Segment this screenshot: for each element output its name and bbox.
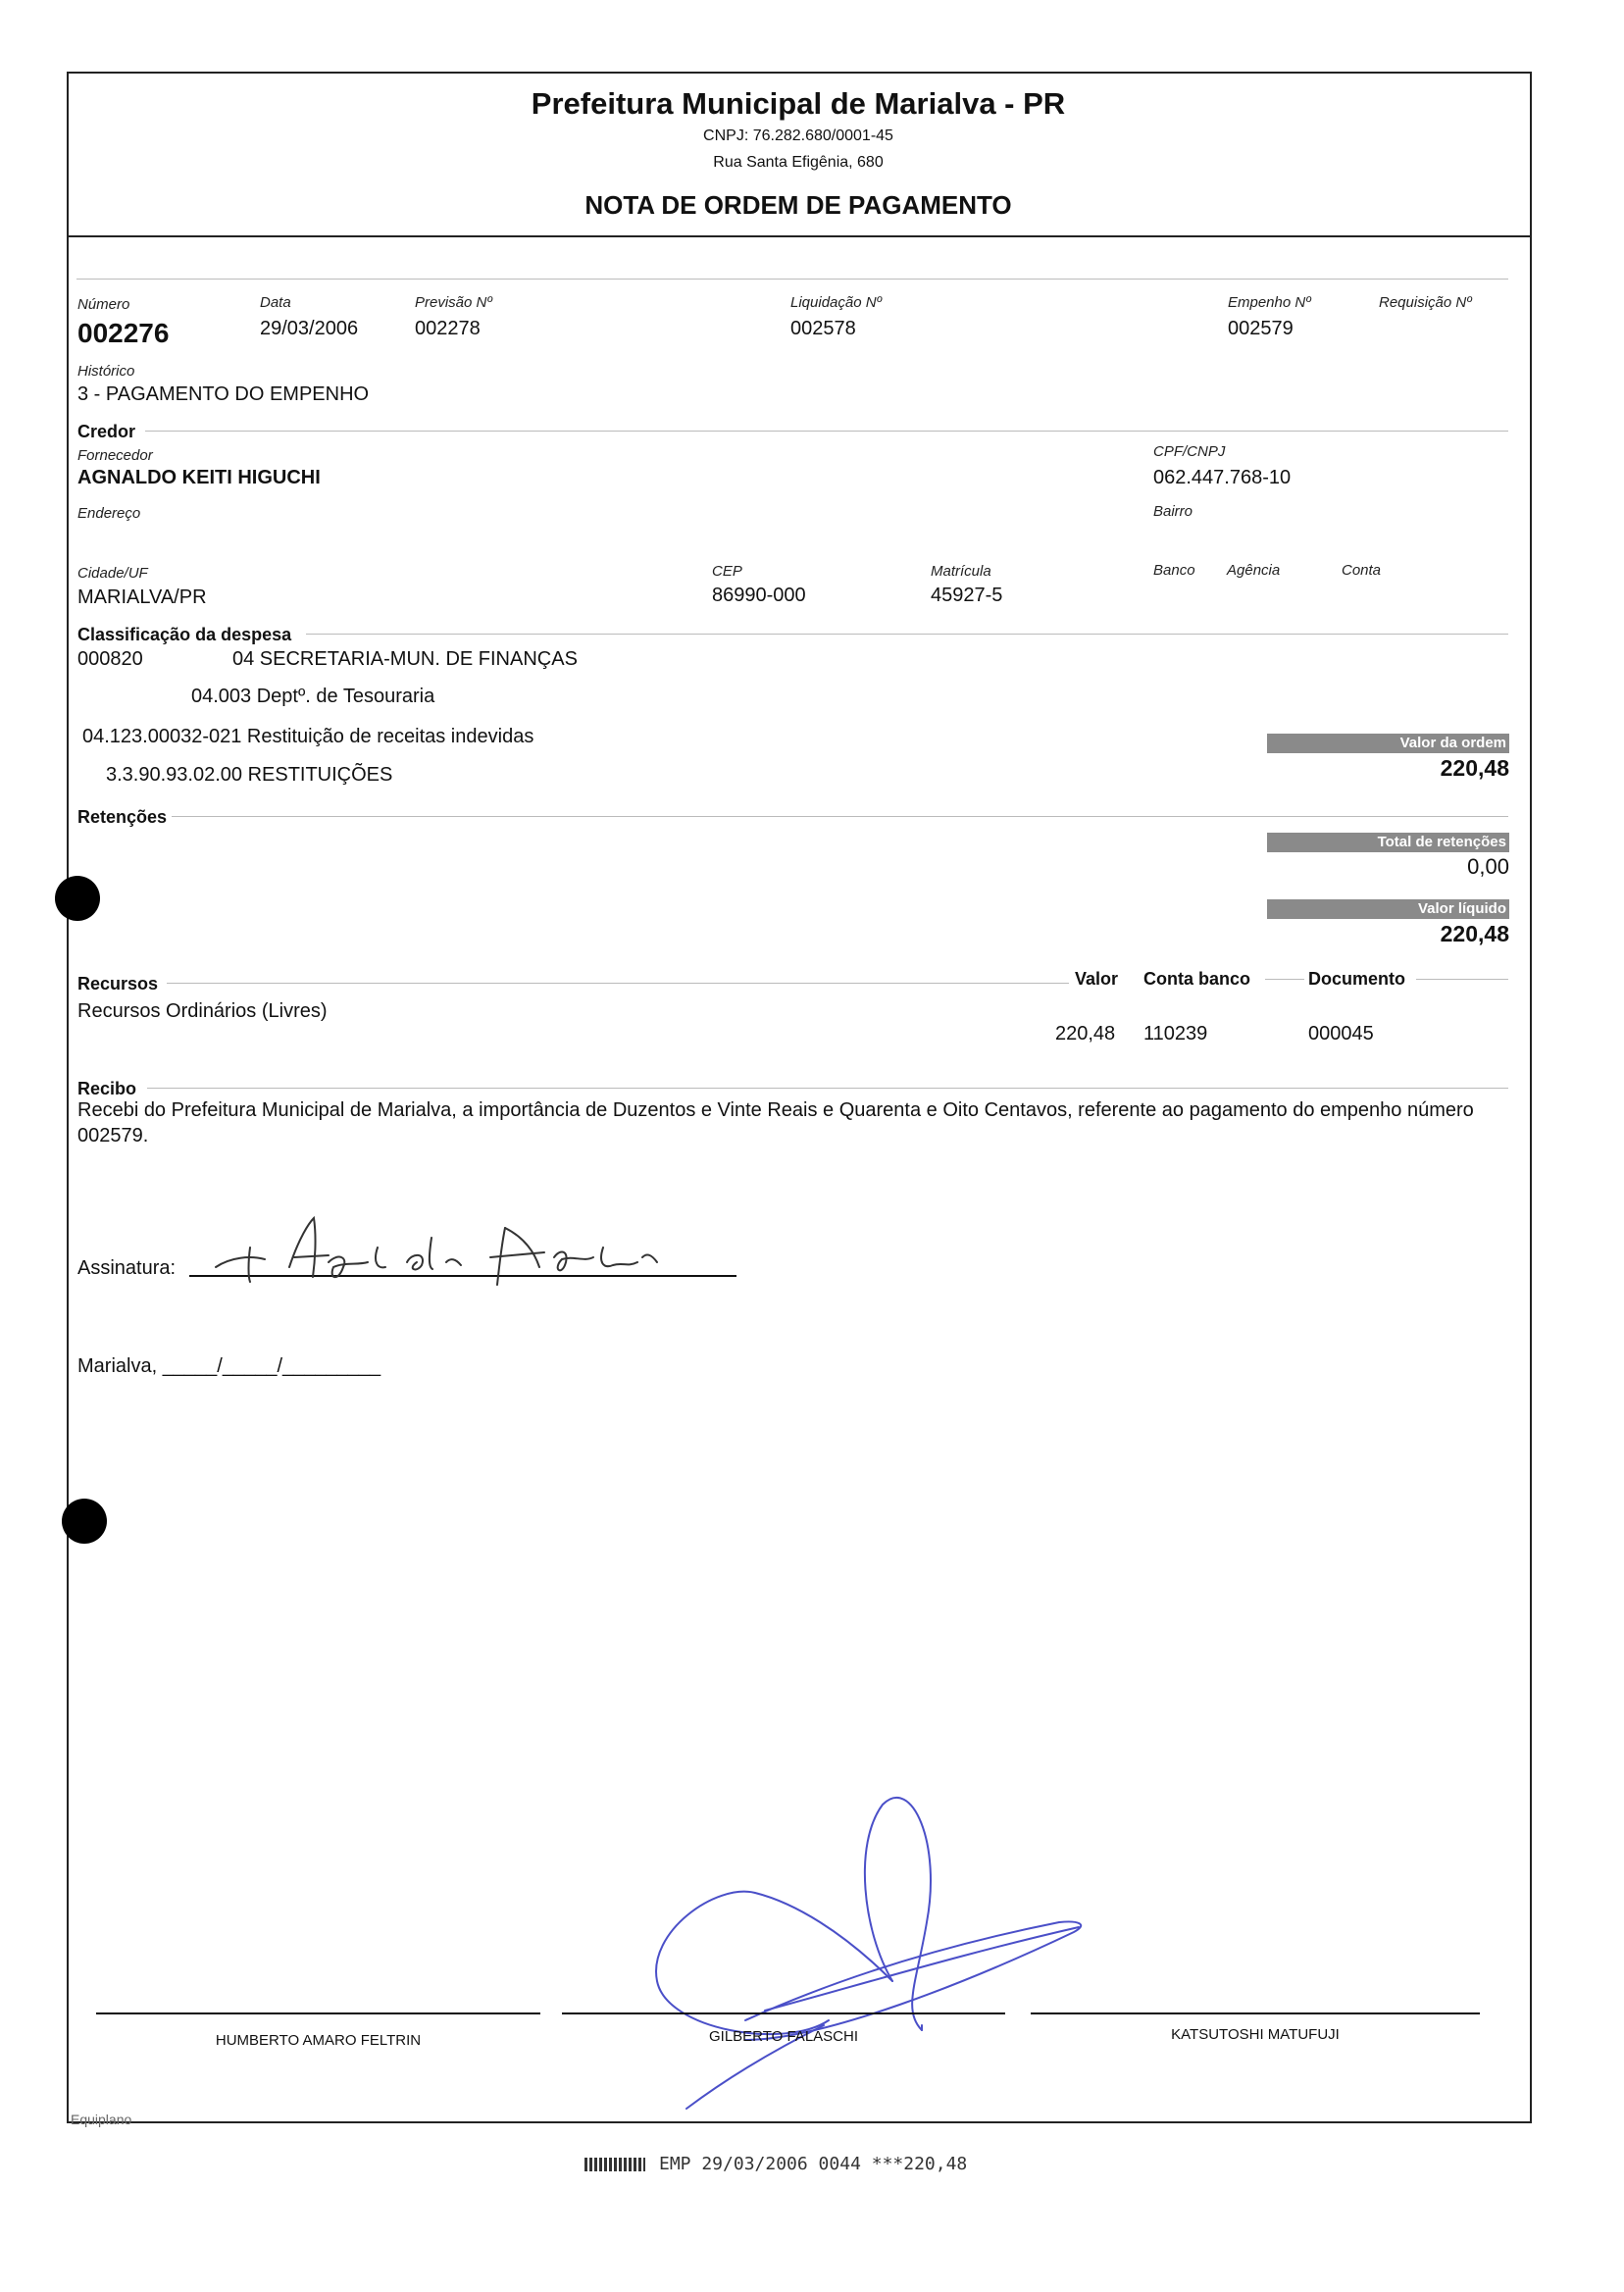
orgao-code: 000820 — [77, 648, 143, 670]
recibo-text: Recebi do Prefeitura Municipal de Marialva, a importância de Duzentos e Vinte Reais e Quarenta e Oito Centavos, referente ao pagamento do empenho número 002579. — [77, 1099, 1474, 1146]
divider — [172, 816, 1508, 817]
divider — [306, 634, 1508, 635]
bairro-label: Bairro — [1153, 503, 1193, 520]
signature-line — [1031, 2012, 1480, 2014]
empenho-value: 002579 — [1228, 318, 1294, 339]
retencoes-section-title: Retenções — [77, 807, 168, 827]
credor-section-title: Credor — [77, 422, 136, 441]
agencia-label: Agência — [1227, 562, 1281, 579]
numero-label: Número — [77, 296, 130, 313]
divider — [145, 431, 1508, 432]
signer-name: HUMBERTO AMARO FELTRIN — [215, 2032, 422, 2049]
conta-banco-col-header: Conta banco — [1143, 969, 1251, 989]
stamp-text: EMP 29/03/2006 0044 ***220,48 — [659, 2154, 968, 2174]
requisicao-label: Requisição Nº — [1379, 294, 1472, 311]
divider — [1416, 979, 1508, 980]
cpf-cnpj-label: CPF/CNPJ — [1153, 443, 1226, 460]
handwritten-signature — [628, 1785, 1138, 2128]
total-retencoes-value: 0,00 — [1467, 854, 1509, 879]
header-separator — [67, 235, 1530, 237]
divider — [1265, 979, 1304, 980]
recurso-valor: 220,48 — [1055, 1023, 1116, 1044]
recurso-documento: 000045 — [1308, 1023, 1374, 1044]
validation-stamp — [584, 2154, 967, 2174]
previsao-value: 002278 — [415, 318, 481, 339]
signer-name: GILBERTO FALASCHI — [709, 2028, 858, 2045]
total-retencoes-bar — [1267, 833, 1509, 852]
valor-col-header: Valor — [1075, 969, 1119, 989]
page-title: Prefeitura Municipal de Marialva - PR — [531, 86, 1066, 121]
brand-footer: Equiplano — [71, 2112, 132, 2127]
local-data-line: Marialva, _____/_____/_________ — [77, 1355, 381, 1377]
valor-liquido-bar — [1267, 899, 1509, 919]
punch-hole — [62, 1499, 107, 1544]
matricula-label: Matrícula — [931, 563, 991, 580]
document-type-title: NOTA DE ORDEM DE PAGAMENTO — [584, 190, 1012, 220]
fornecedor-value: AGNALDO KEITI HIGUCHI — [77, 467, 321, 488]
fornecedor-label: Fornecedor — [77, 447, 153, 464]
cnpj-text: CNPJ: 76.282.680/0001-45 — [703, 127, 893, 144]
cidade-uf-value: MARIALVA/PR — [77, 586, 207, 608]
divider — [147, 1088, 1508, 1089]
valor-liquido-value: 220,48 — [1440, 921, 1509, 946]
natureza-value: 3.3.90.93.02.00 RESTITUIÇÕES — [106, 764, 393, 786]
recibo-section-title: Recibo — [77, 1079, 137, 1098]
cidade-uf-label: Cidade/UF — [77, 565, 148, 582]
numero-value: 002276 — [77, 318, 170, 348]
historico-label: Histórico — [77, 363, 135, 380]
funcional-value: 04.123.00032-021 Restituição de receitas indevidas — [82, 726, 534, 747]
signer-name: KATSUTOSHI MATUFUJI — [1171, 2026, 1340, 2043]
recursos-section-title: Recursos — [77, 974, 159, 993]
empenho-label: Empenho Nº — [1228, 294, 1311, 311]
stamp-barcode — [584, 2158, 645, 2171]
valor-ordem-bar — [1267, 734, 1509, 753]
signature-line — [562, 2012, 1005, 2014]
valor-ordem-label: Valor da ordem — [1399, 735, 1506, 751]
punch-hole — [55, 876, 100, 921]
assinatura-label: Assinatura: — [77, 1257, 177, 1279]
recurso-descricao: Recursos Ordinários (Livres) — [77, 1000, 328, 1022]
signature-line — [96, 2012, 540, 2014]
divider — [167, 983, 1069, 984]
valor-liquido-label: Valor líquido — [1417, 900, 1506, 917]
address-text: Rua Santa Efigênia, 680 — [713, 154, 884, 171]
valor-ordem-value: 220,48 — [1440, 755, 1509, 781]
previsao-label: Previsão Nº — [415, 294, 492, 311]
cpf-cnpj-value: 062.447.768-10 — [1153, 467, 1292, 488]
total-retencoes-label: Total de retenções — [1377, 834, 1506, 850]
endereco-label: Endereço — [77, 505, 141, 522]
classificacao-section-title: Classificação da despesa — [77, 625, 292, 644]
divider — [76, 279, 1508, 280]
handwritten-signature — [211, 1208, 740, 1287]
liquidacao-label: Liquidação Nº — [790, 294, 883, 311]
data-label: Data — [260, 294, 291, 311]
cep-value: 86990-000 — [712, 585, 806, 606]
banco-label: Banco — [1153, 562, 1195, 579]
historico-value: 3 - PAGAMENTO DO EMPENHO — [77, 383, 370, 405]
recurso-conta-banco: 110239 — [1143, 1023, 1208, 1044]
conta-label: Conta — [1342, 562, 1382, 579]
cep-label: CEP — [712, 563, 742, 580]
orgao-name: 04 SECRETARIA-MUN. DE FINANÇAS — [232, 648, 578, 670]
unidade-value: 04.003 Deptº. de Tesouraria — [191, 686, 435, 707]
data-value: 29/03/2006 — [260, 318, 359, 339]
liquidacao-value: 002578 — [790, 318, 856, 339]
documento-col-header: Documento — [1308, 969, 1405, 989]
matricula-value: 45927-5 — [931, 585, 1003, 606]
